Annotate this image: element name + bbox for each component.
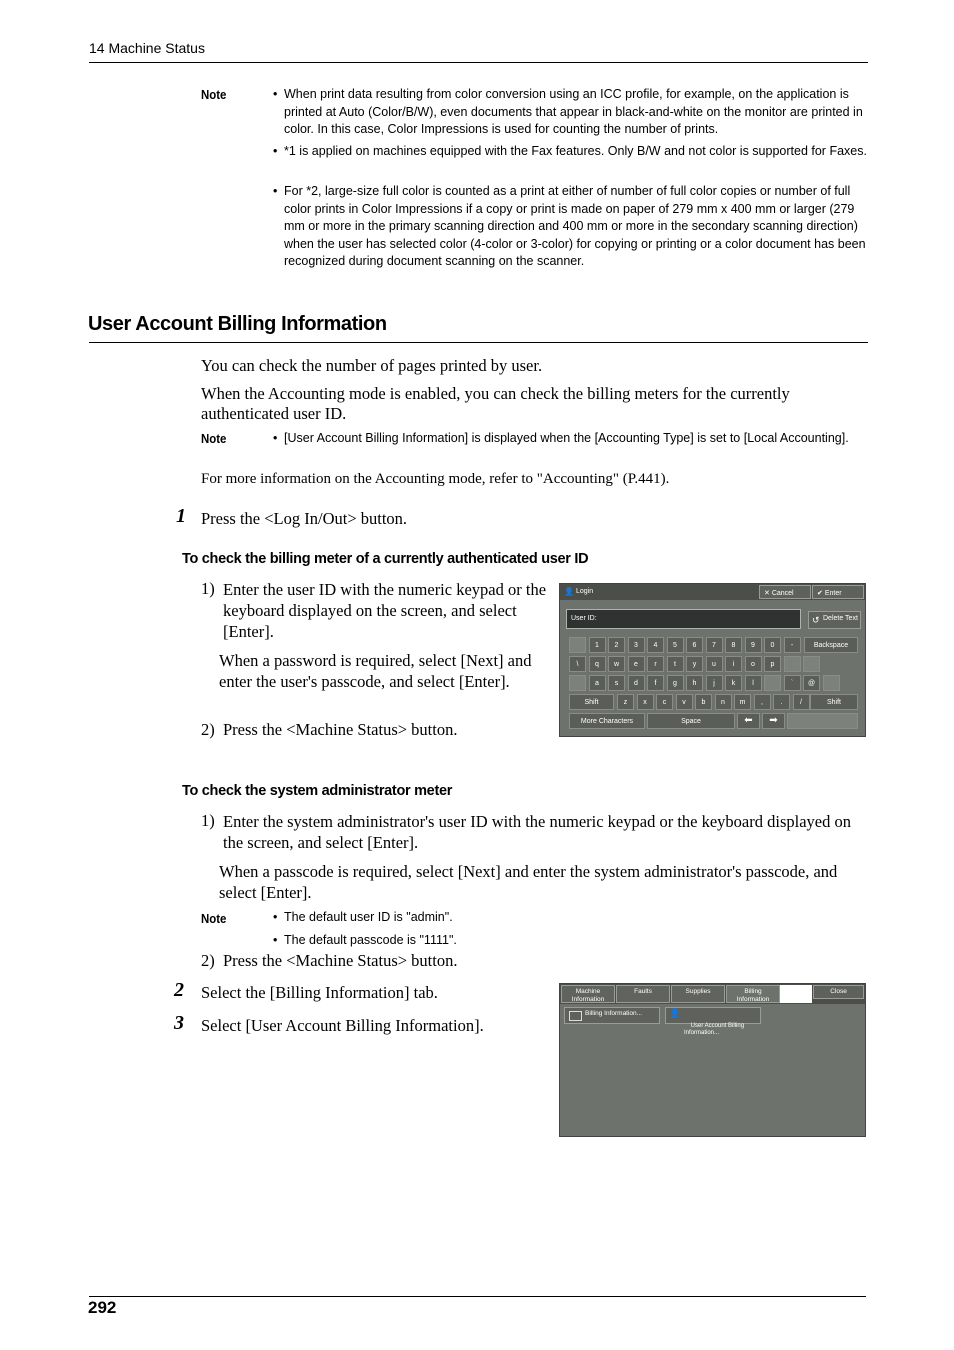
row4-key[interactable]: n [715, 694, 732, 710]
machine-status-screen-image [559, 983, 866, 1137]
blank-key [787, 713, 858, 729]
row1-key[interactable]: 0 [764, 637, 781, 653]
row1-key[interactable]: 7 [706, 637, 723, 653]
left-arrow-key[interactable]: ⬅ [737, 713, 760, 729]
note-item [273, 932, 868, 950]
enter-button[interactable] [812, 585, 864, 599]
row1-key[interactable]: 9 [745, 637, 762, 653]
row2-key[interactable]: \ [569, 656, 586, 672]
row3-key [569, 675, 586, 691]
row4-key[interactable]: , [754, 694, 771, 710]
bullet: • [273, 87, 278, 101]
note-item [273, 86, 868, 138]
bullet: • [273, 431, 278, 445]
row3-key[interactable]: ` [784, 675, 801, 691]
note-text: The default passcode is "1111". [284, 933, 457, 947]
bullet: • [273, 144, 278, 158]
note-text: The default user ID is "admin". [284, 910, 453, 924]
list-text: Enter the system administrator's user ID with the numeric keypad or the keyboard displayed on the screen, and select [Enter]. [223, 812, 851, 852]
blank-tab-area [780, 985, 812, 1003]
note-text: When print data resulting from color conversion using an ICC profile, for example, on the application is printed at Auto (Color/B/W), even documents that appear in black-and-white on the monitor are printed in color. In this case, Color Impressions is used for counting the number of prints. [284, 87, 863, 137]
row1-key[interactable]: 2 [608, 637, 625, 653]
note-item [273, 183, 868, 273]
row1-key[interactable]: 5 [667, 637, 684, 653]
right-arrow-key[interactable]: ➡ [762, 713, 785, 729]
tab-machine-information[interactable]: Machine Information [561, 985, 615, 1003]
space-key[interactable]: Space [647, 713, 735, 729]
row2-key[interactable]: o [745, 656, 762, 672]
tab-billing-information[interactable]: Billing Information [726, 985, 780, 1003]
row4-key[interactable]: c [656, 694, 673, 710]
button-label: User Account Billing Information... [684, 1023, 745, 1036]
row2-key[interactable]: e [628, 656, 645, 672]
row2-key[interactable]: w [608, 656, 625, 672]
row3-key[interactable]: a [589, 675, 606, 691]
row2-key[interactable]: u [706, 656, 723, 672]
screen-title: Login [576, 588, 594, 595]
bullet: • [273, 910, 278, 924]
row2-key[interactable]: t [667, 656, 684, 672]
list-extra: When a password is required, select [Next] and enter the user's passcode, and select [Enter]. [219, 651, 532, 691]
user-id-input[interactable] [566, 609, 801, 629]
undo-icon: ↺ [812, 615, 820, 625]
step-text: Press the <Log In/Out> button. [201, 509, 408, 528]
list-number: 1) [201, 579, 215, 598]
step-number: 2 [174, 979, 184, 1001]
list-number: 2) [201, 720, 215, 739]
step-number: 3 [174, 1012, 184, 1034]
row3-key[interactable]: l [745, 675, 762, 691]
subheading: To check the billing meter of a currently authenticated user ID [182, 551, 589, 567]
row3-key[interactable]: k [725, 675, 742, 691]
enter-label: Enter [824, 590, 842, 597]
list-text: Press the <Machine Status> button. [223, 951, 458, 970]
delete-text-label: Delete Text [823, 615, 858, 622]
row3-key[interactable]: @ [803, 675, 820, 691]
list-text: Enter the user ID with the numeric keypad or the keyboard displayed on the screen, and select [Enter]. [223, 580, 547, 641]
tab-supplies[interactable]: Supplies [671, 985, 725, 1003]
list-text: Press the <Machine Status> button. [223, 720, 458, 739]
row4-key[interactable]: v [676, 694, 693, 710]
row4-key[interactable]: b [695, 694, 712, 710]
row2-key[interactable]: p [764, 656, 781, 672]
row4-key[interactable]: / [793, 694, 810, 710]
user-account-billing-information-button[interactable] [665, 1007, 761, 1036]
row3-key [823, 675, 840, 691]
row3-key [764, 675, 781, 691]
note-text: [User Account Billing Information] is displayed when the [Accounting Type] is set to [Local Accounting]. [284, 431, 849, 445]
note-label: Note [201, 911, 227, 926]
subheading: To check the system administrator meter [182, 783, 453, 799]
section-rule [89, 342, 868, 343]
tab-faults[interactable]: Faults [616, 985, 670, 1003]
row2-key[interactable]: i [725, 656, 742, 672]
row3-key[interactable]: g [667, 675, 684, 691]
check-icon: ✔ [817, 590, 825, 597]
running-header: 14 Machine Status [89, 40, 205, 56]
section-title: User Account Billing Information [88, 313, 387, 335]
page-number: 292 [88, 1298, 117, 1317]
row4-key[interactable]: x [637, 694, 654, 710]
note-label: Note [201, 431, 227, 446]
row2-key [784, 656, 801, 672]
list-extra: When a passcode is required, select [Next] and enter the system administrator's passcode, and select [Enter]. [219, 862, 838, 902]
more-characters-key[interactable]: More Characters [569, 713, 645, 729]
billing-information-button[interactable] [564, 1007, 660, 1024]
header-rule [89, 62, 868, 63]
footer-rule [89, 1296, 866, 1297]
meter-icon [569, 1011, 582, 1021]
row1-key [569, 637, 586, 653]
note-label: Note [201, 87, 227, 102]
step-number: 1 [176, 505, 186, 527]
note-item [273, 430, 868, 466]
step-text: Select the [Billing Information] tab. [201, 983, 438, 1002]
close-button[interactable]: Close [813, 985, 864, 999]
row1-key[interactable]: 3 [628, 637, 645, 653]
row3-key[interactable]: s [608, 675, 625, 691]
paragraph: When the Accounting mode is enabled, you can check the billing meters for the currently authenticated user ID. [201, 384, 790, 423]
row3-key[interactable]: j [706, 675, 723, 691]
row3-key[interactable]: f [647, 675, 664, 691]
cancel-button[interactable] [759, 585, 811, 599]
person-icon: 👤 [564, 587, 574, 596]
shift-key-right[interactable]: Shift [810, 694, 858, 710]
note-text: For *2, large-size full color is counted as a print at either of number of full color copies or number of full color prints in Color Impressions if a copy or print is made on paper of 279 mm x 400 mm or larger (279 mm or more in the primary scanning direction and 400 mm or more in the secondary scanning direction) when the user has selected color (4-color or 3-color) for copying or printing or a color document has been recognized during document scanning on the scanner. [284, 184, 866, 269]
list-number: 2) [201, 951, 215, 970]
delete-text-button[interactable] [808, 611, 861, 629]
row1-key[interactable]: 1 [589, 637, 606, 653]
row1-key[interactable]: 4 [647, 637, 664, 653]
bullet: • [273, 184, 278, 198]
shift-key-left[interactable]: Shift [569, 694, 614, 710]
login-screen-image [559, 583, 866, 737]
note-item [273, 909, 868, 927]
paragraph: You can check the number of pages printed by user. [201, 356, 543, 375]
row2-key[interactable]: r [647, 656, 664, 672]
row1-key[interactable]: 6 [686, 637, 703, 653]
close-icon: ✕ [764, 590, 772, 597]
field-label: User ID: [571, 615, 597, 622]
row2-key[interactable]: y [686, 656, 703, 672]
row3-key[interactable]: d [628, 675, 645, 691]
row1-key[interactable]: - [784, 637, 801, 653]
note-text: *1 is applied on machines equipped with the Fax features. Only B/W and not color is supported for Faxes. [284, 144, 867, 158]
note-item [273, 143, 868, 179]
row1-key[interactable]: 8 [725, 637, 742, 653]
row4-key[interactable]: z [617, 694, 634, 710]
cancel-label: Cancel [771, 590, 794, 597]
row2-key [803, 656, 820, 672]
list-number: 1) [201, 811, 215, 830]
button-label: Billing Information... [585, 1010, 643, 1017]
user-icon: 👤 [669, 1008, 681, 1018]
row2-key[interactable]: q [589, 656, 606, 672]
step-text: Select [User Account Billing Information]. [201, 1016, 484, 1035]
backspace-key[interactable]: Backspace [804, 637, 858, 653]
row4-key[interactable]: m [734, 694, 751, 710]
paragraph: For more information on the Accounting mode, refer to "Accounting" (P.441). [201, 471, 670, 487]
row3-key[interactable]: h [686, 675, 703, 691]
row4-key[interactable]: . [773, 694, 790, 710]
bullet: • [273, 933, 278, 947]
